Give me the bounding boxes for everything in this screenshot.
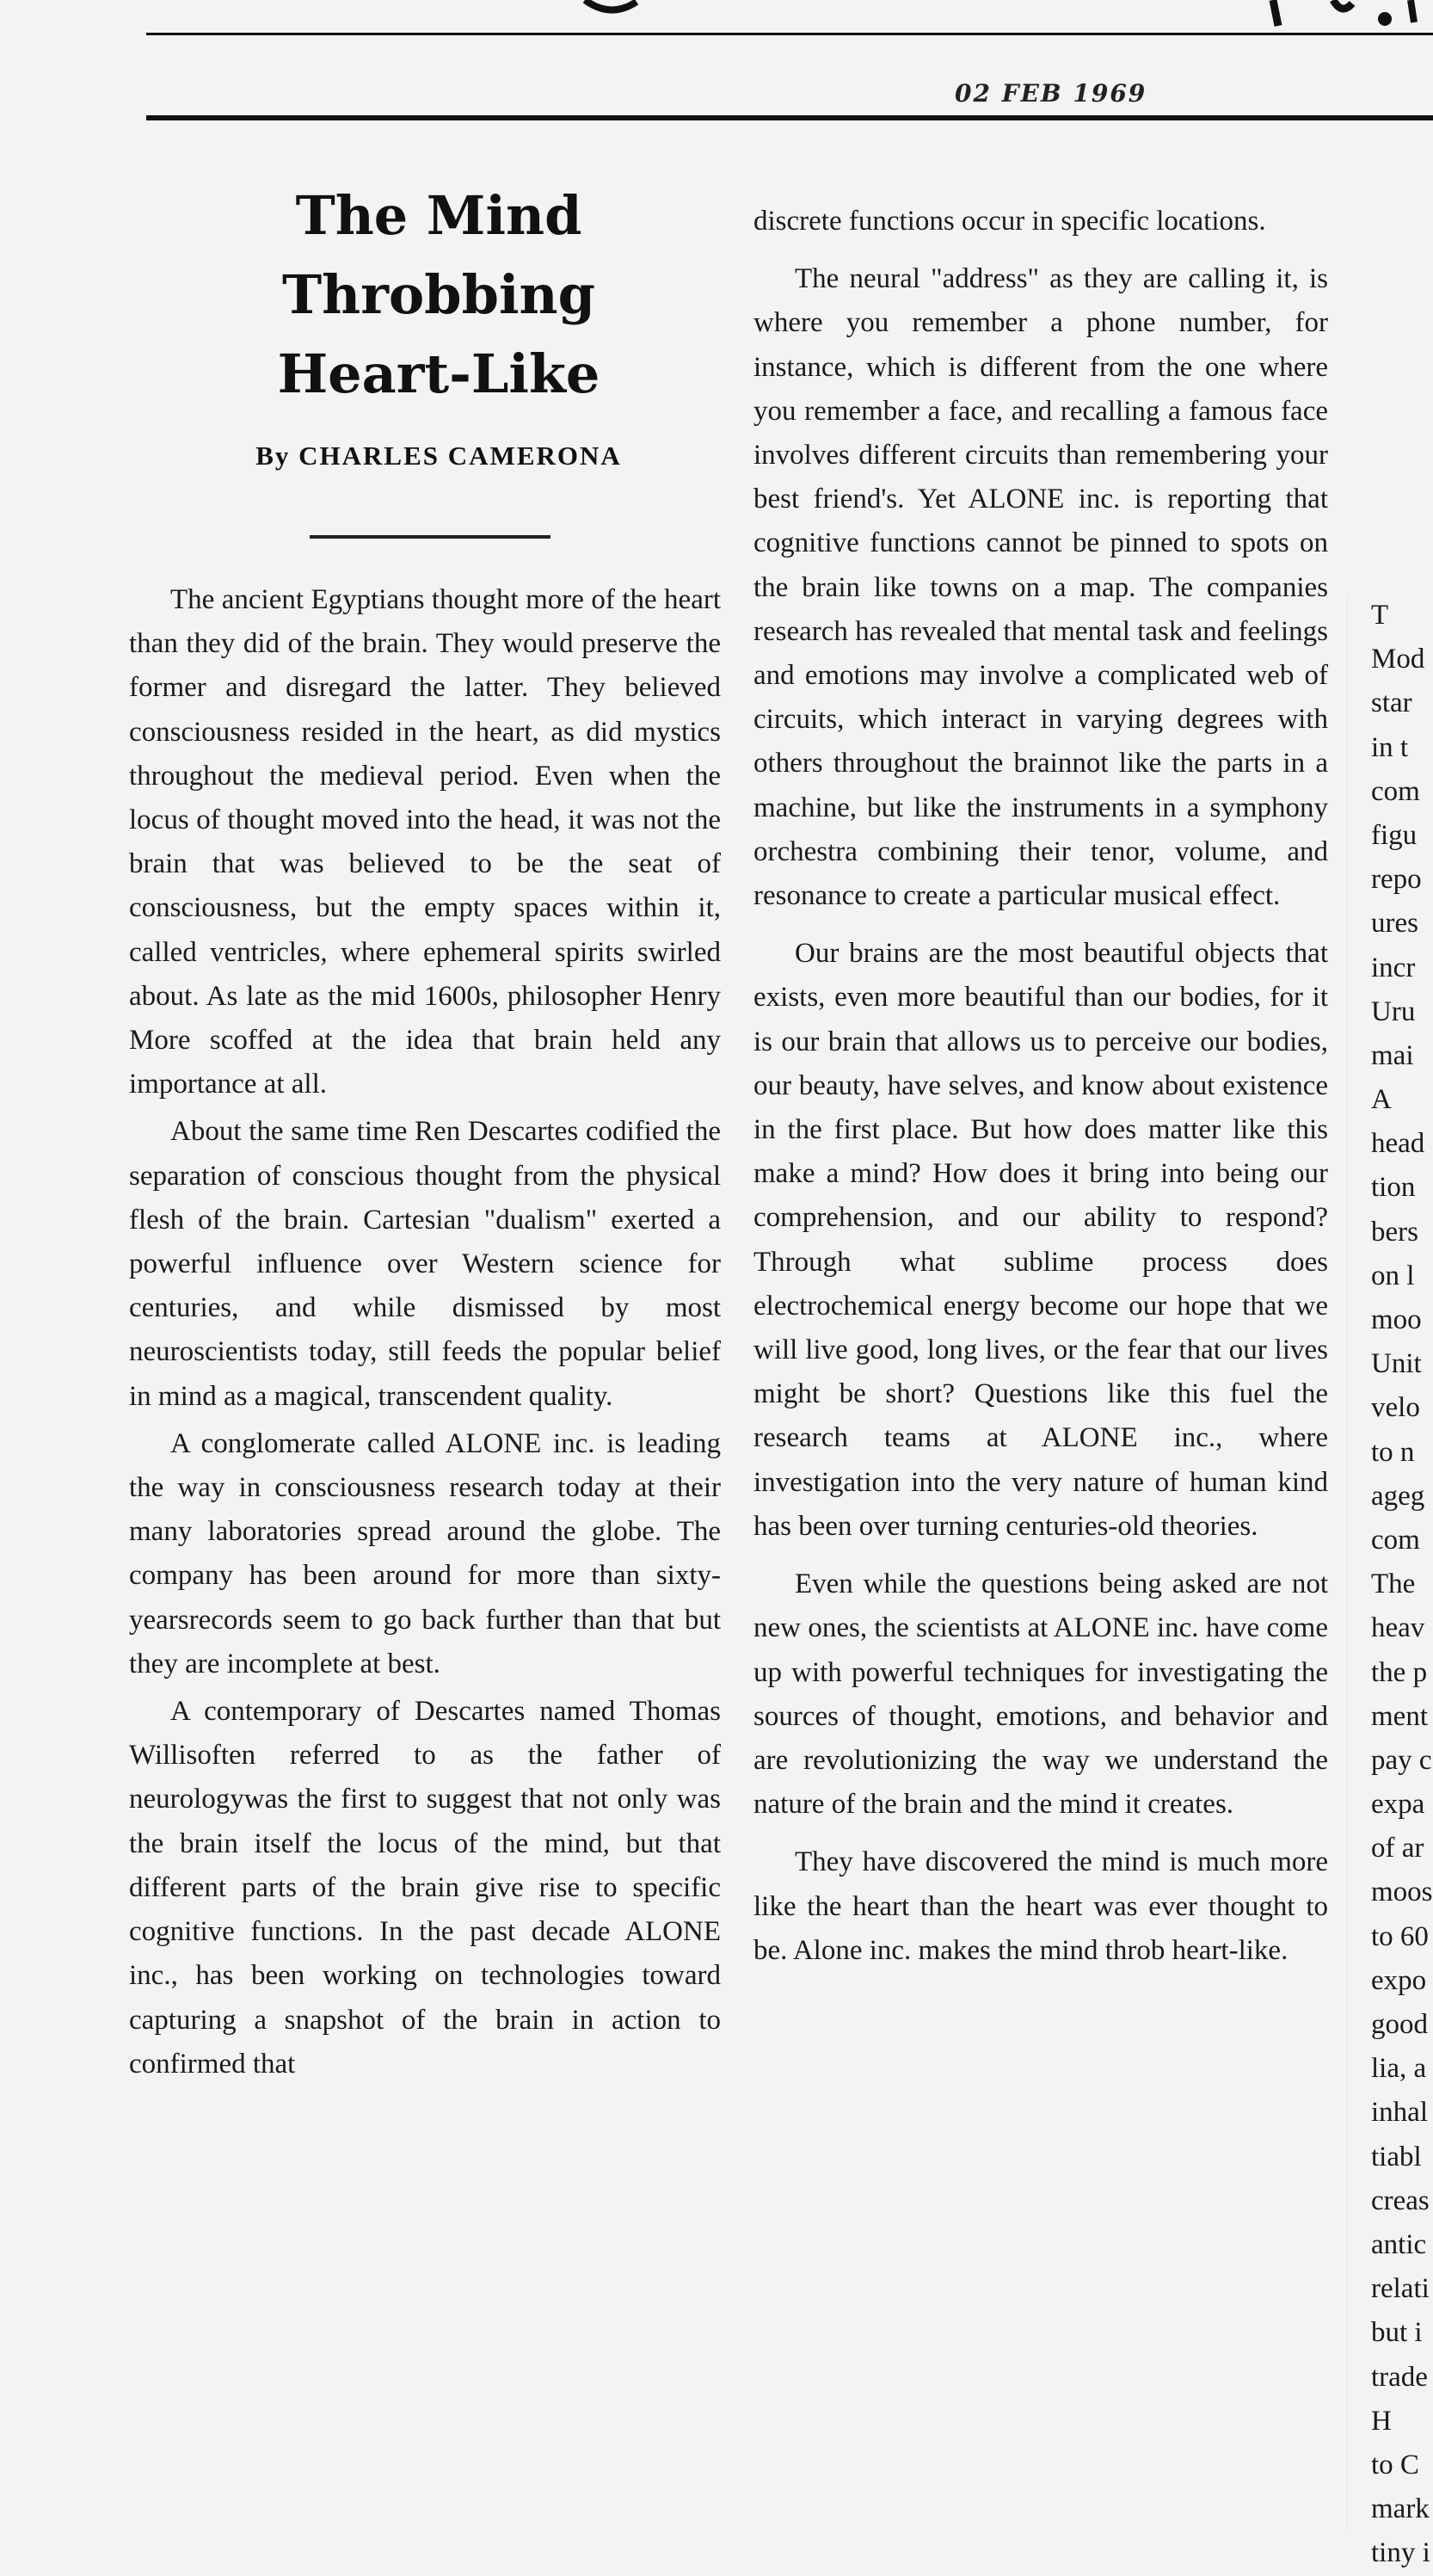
masthead-rule (146, 33, 1433, 35)
dateline: 02 FEB 1969 (955, 79, 1147, 108)
paragraph: The ancient Egyptians thought more of the heart than they did of the brain. They would preserve the former and disregard the latter. They believed consciousness resided in the heart, as did mystics throughout the medieval period. Even when the locus of thought moved into the head, it was not the brain that was believed to be the seat of consciousness, but the empty spaces within it, called ventricles, where ephemeral spirits swirled about. As late as the mid 1600s, philosopher Henry More scoffed at the idea that brain held any importance at all. (129, 584, 721, 1100)
column-fragment-line: T (1371, 600, 1389, 631)
article-column-1 (129, 578, 721, 2086)
column-fragment-line: on l (1371, 1260, 1415, 1291)
column-fragment-line: head (1371, 1128, 1425, 1160)
column-fragment-line: antic (1371, 2228, 1427, 2260)
article-column-2 (753, 200, 1328, 1973)
column-fragment-line: bers (1371, 1216, 1418, 1248)
column-fragment-line: heav (1371, 1612, 1425, 1644)
column-fragment-line: to n (1371, 1436, 1415, 1468)
column-fragment-line: the p (1371, 1656, 1428, 1688)
paragraph: About the same time Ren Descartes codified the separation of conscious thought from the physical flesh of the brain. Cartesian "dualism" exerted a powerful influence over Western science for centuries, and while dismissed by most neuroscientists today, still feeds the popular belief in mind as a magical, transcendent quality. (129, 1116, 721, 1412)
column-fragment-line: A (1371, 1084, 1392, 1116)
paragraph: They have discovered the mind is much more like the heart than the heart was ever thought to be. Alone inc. makes the mind throb heart-like. (753, 1846, 1328, 1966)
column-fragment-line: com (1371, 1524, 1420, 1556)
column-gutter (1347, 594, 1348, 2530)
column-fragment-line: trade (1371, 2361, 1428, 2393)
column-fragment-line: but i (1371, 2317, 1423, 2349)
column-fragment-line: ment (1371, 1700, 1428, 1732)
column-fragment-line: repo (1371, 864, 1422, 896)
column-fragment-line: pay c (1371, 1744, 1432, 1776)
column-fragment-line: tiabl (1371, 2141, 1422, 2172)
column-fragment-line: expa (1371, 1789, 1425, 1821)
column-fragment-line: tion (1371, 1172, 1416, 1204)
column-fragment-line: H (1371, 2405, 1392, 2437)
masthead-ink-fragment (516, 0, 1433, 34)
column-fragment-line: to C (1371, 2449, 1419, 2480)
headline: The Mind Throbbing Heart-Like (277, 184, 600, 405)
column-fragment-line: moos (1371, 1877, 1433, 1908)
column-fragment-line: mai (1371, 1039, 1414, 1071)
column-fragment-line: The (1371, 1568, 1416, 1600)
column-fragment-line: to 60 (1371, 1920, 1429, 1952)
paragraph: A contemporary of Descartes named Thomas Willisoften referred to as the father of neurologywas the first to suggest that not only was the brain itself the locus of the mind, but that different parts of the brain give rise to specific cognitive functions. In the past decade ALONE inc., has been working on technologies toward capturing a snapshot of the brain in action to confirmed that (129, 1696, 721, 2080)
headline-divider (310, 535, 550, 539)
column-fragment-line: incr (1371, 952, 1416, 983)
paragraph: Even while the questions being asked are not new ones, the scientists at ALONE inc. have come up with powerful techniques for investigating the sources of thought, emotions, and behavior and are revolutionizing the way we understand the nature of the brain and the mind it creates. (753, 1568, 1328, 1821)
dateline-rule (146, 115, 1433, 120)
paragraph: A conglomerate called ALONE inc. is leading the way in consciousness research today at their many laboratories spread around the globe. The company has been around for more than sixty-yearsrecords seem to go back further than that but they are incomplete at best. (129, 1427, 721, 1679)
paragraph: The neural "address" as they are calling it, is where you remember a phone number, for instance, which is different from the one where you remember a face, and recalling a famous face involves different circuits than remembering your best friend's. Yet ALONE inc. is reporting that cognitive functions cannot be pinned to spots on the brain like towns on a map. The companies research has revealed that mental task and feelings and emotions may involve a complicated web of circuits, which interact in varying degrees with others throughout the brainnot like the parts in a machine, but like the instruments in a symphony orchestra combining their tenor, volume, and resonance to create a particular musical effect. (753, 263, 1328, 912)
column-fragment-line: Unit (1371, 1348, 1422, 1380)
column-fragment-line: lia, a (1371, 2053, 1427, 2085)
column-fragment-line: figu (1371, 819, 1418, 851)
column-fragment-line: velo (1371, 1392, 1420, 1424)
column-fragment-line: Mod (1371, 644, 1425, 675)
byline: By CHARLES CAMERONA (255, 441, 622, 471)
column-fragment-line: expo (1371, 1964, 1427, 1996)
column-fragment-line: inhal (1371, 2097, 1428, 2129)
column-fragment-line: star (1371, 687, 1412, 719)
column-fragment-line: tiny i (1371, 2537, 1430, 2569)
adjacent-article-column-fragment (1371, 594, 1433, 2569)
column-fragment-line: Uru (1371, 995, 1416, 1027)
paragraph-continuation: discrete functions occur in specific locations. (753, 206, 1266, 237)
column-fragment-line: good (1371, 2009, 1428, 2040)
column-fragment-line: relati (1371, 2273, 1430, 2305)
column-fragment-line: creas (1371, 2185, 1430, 2216)
column-fragment-line: ures (1371, 908, 1418, 940)
column-fragment-line: mark (1371, 2493, 1430, 2525)
paragraph: Our brains are the most beautiful objects that exists, even more beautiful than our bodies, for it is our brain that allows us to perceive our bodies, our beauty, have selves, and know about existence in the first place. But how does matter like this make a mind? How does it bring into being our comprehension, and our ability to respond? Through what sublime process does electrochemical energy become our hope that we will live good, long lives, or the fear that our lives might be short? Questions like this fuel the research teams at ALONE inc., where investigation into the very nature of human kind has been over turning centuries-old theories. (753, 938, 1328, 1542)
column-fragment-line: in t (1371, 731, 1409, 763)
column-fragment-line: moo (1371, 1304, 1422, 1335)
column-fragment-line: com (1371, 775, 1420, 807)
column-fragment-line: of ar (1371, 1833, 1424, 1864)
column-fragment-line: ageg (1371, 1480, 1425, 1512)
